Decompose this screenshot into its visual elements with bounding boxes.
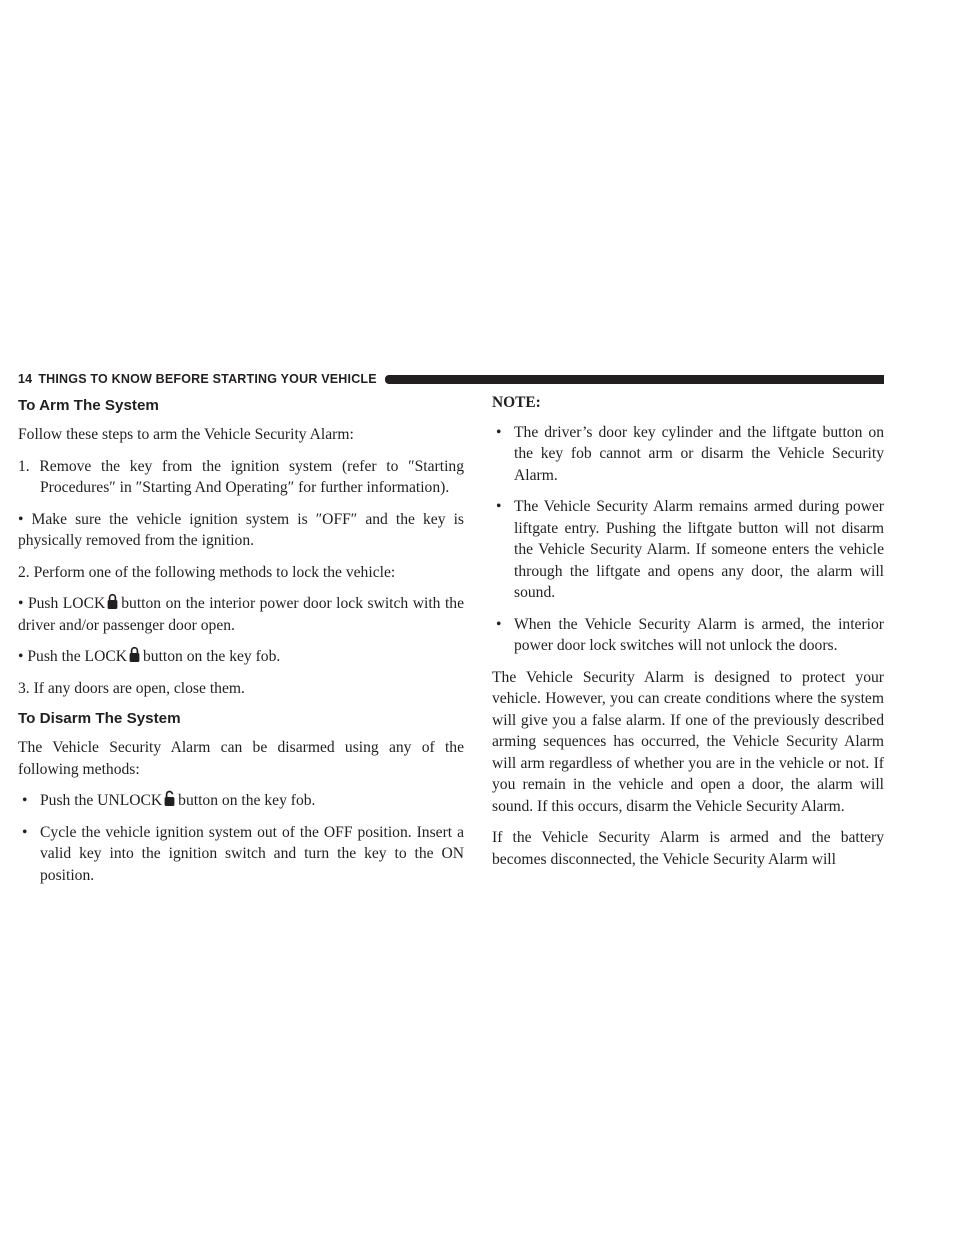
bullet-dot: • — [496, 498, 502, 515]
bullet-cycle-ignition — [18, 822, 464, 887]
note-label: NOTE: — [492, 394, 541, 411]
bullet-unlock-text-a: Push the UNLOCK — [40, 792, 163, 809]
bullet-ignition: • Make sure the vehicle ignition system is ″OFF″ and the key is physically removed from the ignition. — [18, 510, 464, 549]
bullet-lock-interior-text-b: button on the interior power door lock switch with the driver and/or passenger door open. — [18, 595, 464, 634]
running-header — [18, 371, 884, 387]
note-2-text: The Vehicle Security Alarm remains armed during power liftgate entry. Pushing the liftgate button will not disarm the Vehicle Security Alarm. If someone enters the vehicle through the liftgate and opens any door, the alarm will sound. — [514, 498, 884, 601]
note-bullet-1 — [492, 422, 884, 487]
lock-icon — [129, 646, 140, 663]
unlock-icon — [164, 790, 175, 807]
bullet-dot: • — [496, 423, 502, 441]
bullet-cycle-text: Cycle the vehicle ignition system out of the OFF position. Insert a valid key into the ignition switch and turn the key to the ON position. — [40, 823, 464, 884]
left-column — [18, 392, 464, 896]
note-3-text: When the Vehicle Security Alarm is armed, the interior power door lock switches will not unlock the doors. — [514, 615, 884, 654]
step-2: 2. Perform one of the following methods to lock the vehicle: — [18, 563, 396, 581]
note-bullet-2 — [492, 496, 884, 604]
battery-paragraph: If the Vehicle Security Alarm is armed and the battery becomes disconnected, the Vehicle Security Alarm will — [492, 829, 884, 868]
bullet-lock-interior-text-a: • Push LOCK — [18, 595, 106, 612]
bullet-lock-fob-text-a: • Push the LOCK — [18, 648, 127, 665]
bullet-dot: • — [22, 823, 28, 841]
arm-intro: Follow these steps to arm the Vehicle Security Alarm: — [18, 426, 354, 443]
false-alarm-paragraph: The Vehicle Security Alarm is designed to protect your vehicle. However, you can create conditions where the system will give you a false alarm. If one of the previously described arming sequences has occurred, the Vehicle Security Alarm will arm regardless of whether you are in the vehicle or not. If you remain in the vehicle and open a door, the alarm will sound. If this occurs, disarm the Vehicle Security Alarm. — [492, 668, 884, 815]
disarm-heading: To Disarm The System — [18, 710, 181, 727]
step-1: 1. Remove the key from the ignition system (refer to ″Starting Procedures″ in ″Starting And Operating″ for further information). — [18, 457, 464, 496]
bullet-dot: • — [496, 615, 502, 633]
page-number: 14 — [18, 372, 33, 386]
step-3: 3. If any doors are open, close them. — [18, 679, 245, 697]
bullet-lock-fob-text-b: button on the key fob. — [143, 648, 281, 665]
disarm-intro: The Vehicle Security Alarm can be disarmed using any of the following methods: — [18, 739, 464, 778]
bullet-unlock-text-b: button on the key fob. — [178, 792, 316, 809]
arm-heading: To Arm The System — [18, 397, 159, 414]
chapter-title: THINGS TO KNOW BEFORE STARTING YOUR VEHICLE — [38, 372, 377, 386]
lock-icon — [107, 593, 118, 610]
bullet-lock-fob — [18, 646, 464, 668]
bullet-dot: • — [22, 792, 28, 809]
note-bullet-3 — [492, 614, 884, 657]
note-1-text: The driver’s door key cylinder and the liftgate button on the key fob cannot arm or disarm the Vehicle Security Alarm. — [514, 423, 884, 484]
bullet-unlock-fob — [18, 790, 464, 812]
right-column — [492, 392, 884, 880]
header-rule — [385, 375, 884, 384]
bullet-lock-interior — [18, 593, 464, 636]
